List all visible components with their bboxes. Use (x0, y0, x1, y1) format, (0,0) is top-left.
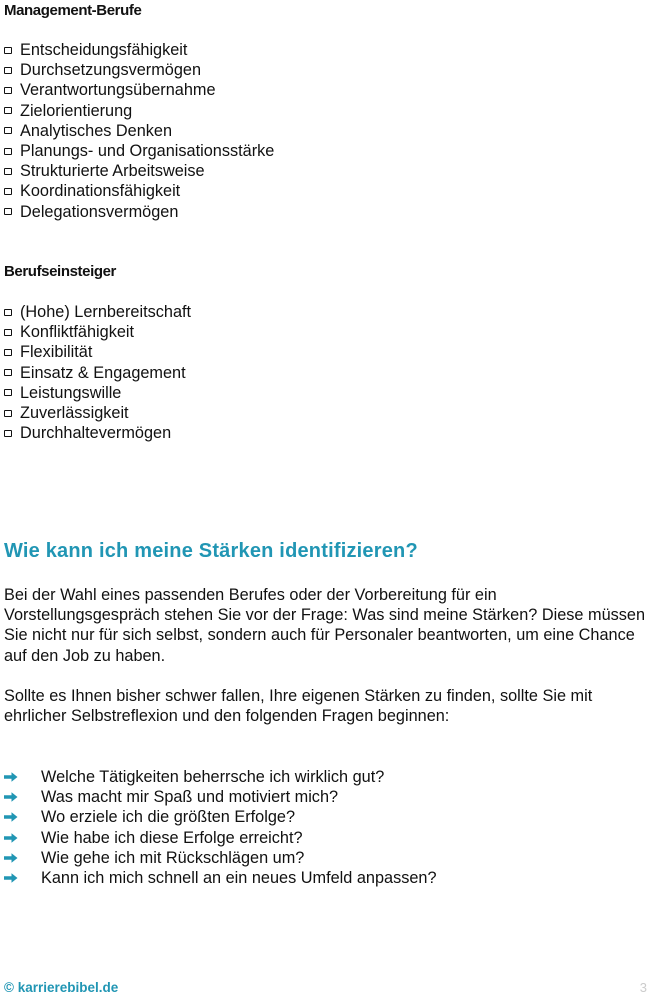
list-item-label: Entscheidungsfähigkeit (20, 41, 188, 59)
question-list (4, 767, 437, 888)
checkbox-icon (4, 148, 12, 155)
list-item (4, 302, 191, 322)
question-label: Wie habe ich diese Erfolge erreicht? (41, 828, 303, 847)
list-item (4, 423, 191, 443)
management-list (4, 40, 274, 222)
followup-paragraph: Sollte es Ihnen bisher schwer fallen, Ihre eigenen Stärken zu finden, sollte Sie mit ehrlicher Selbstreflexion und den folgenden Fragen beginnen: (4, 687, 593, 726)
list-item (4, 121, 274, 141)
question-label: Was macht mir Spaß und motiviert mich? (41, 788, 339, 807)
question-label: Wie gehe ich mit Rückschlägen um? (41, 848, 305, 867)
checkbox-icon (4, 329, 12, 336)
list-item (4, 40, 274, 60)
list-item (4, 101, 274, 121)
list-item (4, 383, 191, 403)
section-title: Wie kann ich meine Stärken identifizieren? (4, 540, 418, 562)
list-item-label: Planungs- und Organisationsstärke (20, 141, 275, 160)
list-item-label: Durchhaltevermögen (20, 424, 172, 443)
list-item (4, 181, 274, 201)
list-item (4, 807, 437, 827)
einsteiger-list (4, 302, 191, 443)
list-item (4, 787, 437, 807)
question-label: Kann ich mich schnell an ein neues Umfeld anpassen? (41, 868, 437, 887)
checkbox-icon (4, 87, 12, 94)
footer-brand-link[interactable]: © karrierebibel.de (4, 980, 119, 995)
arrow-right-icon (4, 853, 18, 863)
list-item (4, 161, 274, 181)
einsteiger-heading: Berufseinsteiger (4, 263, 116, 280)
checkbox-icon (4, 369, 12, 376)
list-item-label: Koordinationsfähigkeit (20, 182, 181, 201)
list-item (4, 60, 274, 80)
checkbox-icon (4, 47, 12, 54)
checkbox-icon (4, 389, 12, 396)
list-item (4, 363, 191, 383)
checkbox-icon (4, 188, 12, 195)
intro-paragraph: Bei der Wahl eines passenden Berufes oder der Vorbereitung für ein Vorstellungsgespräch stehen Sie vor der Frage: Was sind meine Stärken? Diese müssen Sie nicht nur für sich selbst, sondern auch für Personaler beantworten, um eine Chance auf den Job zu haben. (4, 586, 646, 665)
management-heading: Management-Berufe (4, 2, 142, 19)
list-item-label: Verantwortungsübernahme (20, 81, 216, 100)
arrow-right-icon (4, 833, 18, 843)
checkbox-icon (4, 430, 12, 437)
list-item-label: Konfliktfähigkeit (20, 323, 135, 342)
list-item (4, 403, 191, 423)
checkbox-icon (4, 208, 12, 215)
list-item-label: Durchsetzungsvermögen (20, 61, 201, 80)
list-item (4, 767, 437, 787)
list-item-label: Leistungswille (20, 383, 122, 402)
arrow-right-icon (4, 772, 18, 782)
question-label: Wo erziele ich die größten Erfolge? (41, 808, 295, 827)
list-item (4, 141, 274, 161)
list-item (4, 828, 437, 848)
checkbox-icon (4, 168, 12, 175)
list-item-label: (Hohe) Lernbereitschaft (20, 303, 192, 321)
list-item-label: Einsatz & Engagement (20, 363, 186, 382)
list-item-label: Zielorientierung (20, 101, 133, 120)
arrow-right-icon (4, 873, 18, 883)
checkbox-icon (4, 67, 12, 74)
checkbox-icon (4, 410, 12, 417)
list-item (4, 342, 191, 362)
list-item-label: Analytisches Denken (20, 121, 173, 140)
list-item (4, 322, 191, 342)
arrow-right-icon (4, 812, 18, 822)
list-item-label: Zuverlässigkeit (20, 403, 129, 422)
list-item-label: Strukturierte Arbeitsweise (20, 162, 205, 181)
checkbox-icon (4, 107, 12, 114)
list-item (4, 848, 437, 868)
list-item-label: Delegationsvermögen (20, 202, 179, 221)
arrow-right-icon (4, 792, 18, 802)
page-number: 3 (639, 980, 647, 995)
checkbox-icon (4, 309, 12, 316)
question-label: Welche Tätigkeiten beherrsche ich wirklich gut? (41, 768, 385, 786)
list-item (4, 202, 274, 222)
checkbox-icon (4, 127, 12, 134)
checkbox-icon (4, 349, 12, 356)
list-item (4, 868, 437, 888)
list-item-label: Flexibilität (20, 343, 93, 362)
list-item (4, 80, 274, 100)
